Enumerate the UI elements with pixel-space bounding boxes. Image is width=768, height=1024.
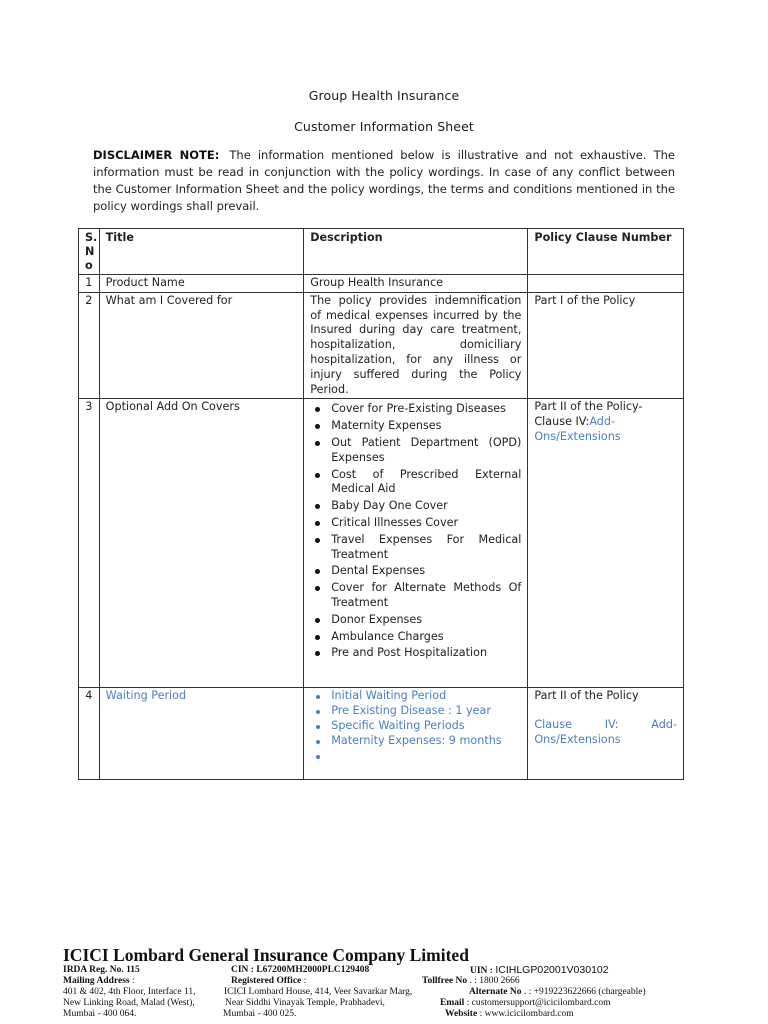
cin-number: CIN : L67200MH2000PLC129408 (231, 965, 370, 975)
mailing-label: Mailing Address (63, 976, 130, 986)
registered-line: ICICI Lombard House, 414, Veer Savarkar Marg, (224, 987, 413, 997)
list-item: Donor Expenses (331, 613, 521, 628)
email-label: Email (440, 998, 465, 1008)
header-sno: S. N o (79, 229, 100, 275)
registered-office: Registered Office : (231, 976, 307, 986)
list-item: Specific Waiting Periods (331, 719, 521, 734)
list-item: Pre Existing Disease : 1 year (331, 704, 521, 719)
registered-line: Near Siddhi Vinayak Temple, Prabhadevi, (225, 998, 385, 1008)
footer-address-row (63, 1009, 703, 1020)
mailing-line: Mumbai - 400 064. (63, 1009, 137, 1019)
registered-line: Mumbai - 400 025. (223, 1009, 297, 1019)
list-item: Pre and Post Hospitalization (331, 646, 521, 661)
footer-address-row (63, 998, 703, 1009)
mailing-address: Mailing Address : (63, 976, 135, 986)
row-title: Product Name (99, 275, 304, 293)
email-value[interactable]: : customersupport@icicilombard.com (466, 998, 611, 1008)
row-description (304, 399, 528, 688)
clause-text: Part II of the Policy-Clause IV: (534, 400, 643, 429)
table-row (79, 275, 684, 293)
waiting-period-list (310, 689, 521, 762)
alternate-value: . : +919223622666 (chargeable) (523, 987, 646, 997)
email (440, 998, 610, 1009)
customer-info-table (78, 228, 684, 780)
website (445, 1009, 574, 1020)
add-on-covers-list (310, 402, 521, 661)
list-item: Ambulance Charges (331, 630, 521, 645)
row-description: Group Health Insurance (304, 275, 528, 293)
list-item: Cover for Pre-Existing Diseases (331, 402, 521, 417)
add-ons-extensions-link[interactable]: Add-Ons/Extensions (534, 415, 621, 443)
list-item: Maternity Expenses: 9 months (331, 734, 521, 749)
list-item: Critical Illnesses Cover (331, 516, 521, 531)
row-clause (528, 688, 684, 780)
mailing-line: 401 & 402, 4th Floor, Interface 11, (63, 987, 196, 997)
clause-extensions: Clause IV: Add-Ons/Extensions (534, 718, 677, 746)
alternate-number (469, 987, 646, 998)
header-clause: Policy Clause Number (528, 229, 684, 275)
row-sno: 4 (79, 688, 100, 780)
clause-text: Part II of the Policy (534, 689, 639, 703)
row-sno: 1 (79, 275, 100, 293)
uin-label: UIN : (470, 966, 493, 976)
disclaimer-text: The information mentioned below is illustrative and not exhaustive. The information must be read in conjunction with the policy wordings. In case of any conflict between the Customer Information Sheet and the policy wordings, the terms and conditions mentioned in the policy wordings shall prevail. (93, 148, 675, 213)
list-item: Cover for Alternate Methods Of Treatment (331, 581, 522, 609)
row-clause (528, 275, 684, 293)
list-item-empty (331, 749, 521, 763)
table-row (79, 292, 684, 399)
row-title: What am I Covered for (99, 292, 304, 399)
company-name: ICICI Lombard General Insurance Company Limited (63, 945, 469, 965)
list-item: Dental Expenses (331, 564, 521, 579)
row-title: Optional Add On Covers (99, 399, 304, 688)
row-title: Waiting Period (99, 688, 304, 780)
table-header-row (79, 229, 684, 275)
row-description: The policy provides indemnification of medical expenses incurred by the Insured during day care treatment, hospitalization, domiciliary hospitalization, for any illness or injury suffered during the Policy Period. (304, 292, 528, 399)
website-label: Website (445, 1009, 478, 1019)
tollfree-value: . : 1800 2666 (469, 976, 520, 986)
row-clause (528, 399, 684, 688)
footer-reg-row (63, 965, 703, 976)
document-title: Group Health Insurance (308, 88, 460, 103)
tollfree-label: Tollfree No (422, 976, 468, 986)
header-title: Title (99, 229, 304, 275)
irda-reg: IRDA Reg. No. 115 (63, 965, 140, 975)
list-item: Maternity Expenses (331, 419, 521, 434)
list-item: Cost of Prescribed External Medical Aid (331, 467, 522, 496)
list-item: Baby Day One Cover (331, 499, 521, 514)
uin-value: ICIHLGP02001V030102 (495, 964, 609, 976)
table-row (79, 688, 684, 780)
tollfree (422, 976, 520, 987)
website-value[interactable]: : www.icicilombard.com (479, 1009, 574, 1019)
alternate-label: Alternate No (469, 987, 522, 997)
document-subtitle: Customer Information Sheet (294, 119, 474, 134)
header-description: Description (304, 229, 528, 275)
list-item: Initial Waiting Period (331, 689, 521, 704)
table-row (79, 399, 684, 688)
list-item: Out Patient Department (OPD) Expenses (331, 435, 522, 464)
row-sno: 3 (79, 399, 100, 688)
row-description (304, 688, 528, 780)
list-item: Travel Expenses For Medical Treatment (331, 532, 522, 561)
disclaimer-label: DISCLAIMER NOTE: (93, 148, 220, 162)
company-footer (63, 945, 703, 1020)
footer-labels-row (63, 976, 703, 987)
row-sno: 2 (79, 292, 100, 399)
disclaimer-note (93, 147, 675, 215)
mailing-line: New Linking Road, Malad (West), (63, 998, 195, 1008)
footer-address-row (63, 987, 703, 998)
registered-label: Registered Office (231, 976, 302, 986)
row-clause: Part I of the Policy (528, 292, 684, 399)
